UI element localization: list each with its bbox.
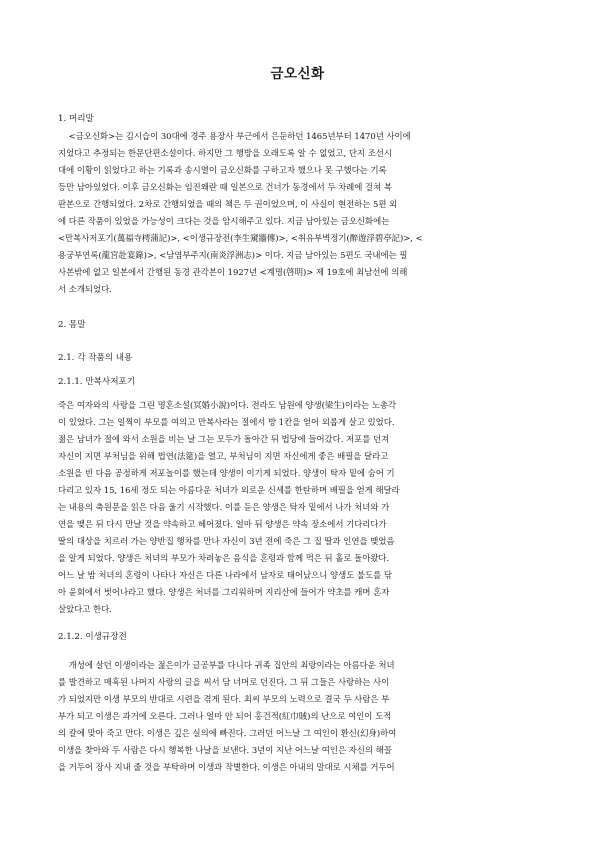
paragraph-line: 사본밖에 없고 일본에서 간행된 동경 관각본이 1927년 <계명(啓明)> 제 19호에 최남선에 의해 [58, 267, 408, 277]
paragraph-line: 판본으로 간행되었다. 2차로 간행되었을 때의 책은 두 권이었으며, 이 사실이 현전하는 5편 외 [58, 199, 398, 209]
paragraph-line: 이생을 찾아와 두 사람은 다시 행복한 나날을 보낸다. 3년이 지난 어느날 여인은 자신의 해꼴 [58, 745, 392, 755]
paragraph-line: 젊은 남녀가 절에 와서 소원을 비는 날 그는 모두가 돌아간 뒤 법당에 들어갔다. 저포를 던져 [58, 434, 390, 444]
paragraph-line: 를 발견하고 매혹된 나머지 사랑의 글을 써서 담 너머로 던진다. 그 뒤 그들은 사랑하는 사이 [58, 677, 390, 687]
paragraph-line: 대에 이황이 읽었다고 하는 기록과 송시열이 금오신화를 구하고자 했으나 못 구했다는 기록 [58, 165, 387, 175]
paragraph-line: 소원을 빈 다음 공정하게 저포놀이를 했는데 양생이 이기게 되었다. 양생이 탁자 밑에 숨어 기 [58, 468, 395, 478]
paragraph-line: 지었다고 추정되는 한문단편소설이다. 하지만 그 행방을 오래도록 알 수 없었고, 단지 조선시 [58, 148, 392, 158]
document-title: 금오신화 [270, 66, 325, 82]
subsection-heading-manboksa: 2.1.1. 만복사저포기 [58, 377, 136, 387]
subsection-heading-isaeng: 2.1.2. 이생규장전 [58, 632, 127, 642]
paragraph-line: 서 소개되었다. [58, 284, 112, 294]
paragraph-line: 자신이 지면 부처님을 위해 법연(法筵)을 열고, 부처님이 지면 자신에게 좋은 배필을 달라고 [58, 451, 389, 461]
paragraph-line: <금오신화>는 김시습이 30대에 경주 용장사 부근에서 은둔하던 1465년부터 1470년 사이에 [58, 131, 411, 141]
paragraph-line: 가 되었지만 이생 부모의 반대로 시련을 겪게 된다. 최씨 부모의 노력으로 결국 두 사람은 부 [58, 694, 390, 704]
paragraph-line: 살았다고 한다. [58, 604, 112, 614]
paragraph-line: 의 칼에 맞아 죽고 만다. 이생은 깊은 실의에 빠진다. 그러던 어느날 그 여인이 환신(幻身)하여 [58, 728, 397, 738]
paragraph-line: <만복사저포기(萬福寺樗蒲記)>, <이생규장전(李生窺牆傳)>, <취유부벽정기(醉遊浮碧亭記)>, < [58, 233, 423, 243]
section-heading-body: 2. 몸말 [58, 320, 86, 330]
isaeng-paragraph [58, 657, 542, 776]
paragraph-line: 을 거두어 장사 지내 줄 것을 부탁하며 이생과 작별한다. 이생은 아내의 말대로 시체를 거두어 [58, 762, 395, 772]
paragraph-line: 는 내용의 축원문을 읽은 다음 울기 시작했다. 이를 듣은 양생은 탁자 밑에서 나가 처녀와 가 [58, 502, 390, 512]
paragraph-line: 등만 남아있었다. 이후 금오신화는 임진왜란 때 일본으로 건너가 동경에서 두 차례에 걸쳐 복 [58, 182, 392, 192]
paragraph-line: 부가 되고 이생은 과거에 오른다. 그러나 얼마 안 되어 홍건적(紅巾賊)의 난으로 여인이 도적 [58, 711, 392, 721]
paragraph-line: 을 알게 되었다. 양생은 처녀의 부모가 차려놓은 음식을 혼령과 함께 먹은 뒤 홀로 돌아왔다. [58, 553, 390, 563]
paragraph-line: 용궁부연록(龍宮赴宴錄)>, <남염부주지(南炎浮洲志)> 이다. 지금 남아있는 5편도 국내에는 필 [58, 250, 408, 260]
subsection-heading-contents: 2.1. 각 작품의 내용 [58, 353, 133, 363]
paragraph-line: 죽은 여자와의 사랑을 그린 명혼소설(冥婚小說)이다. 전라도 남원에 양생(梁生)이라는 노총각 [58, 400, 397, 410]
intro-paragraph [58, 128, 542, 298]
paragraph-line: 아 윤회에서 벗어나라고 했다. 양생은 처녀를 그리워하며 지리산에 들어가 약초를 캐며 혼자 [58, 587, 390, 597]
paragraph-line: 개성에 살던 이생이라는 젊은이가 글공부를 다니다 귀족 집안의 최랑이라는 아름다운 처녀 [58, 660, 395, 670]
paragraph-line: 어느 날 밤 처녀의 혼령이 나타나 자신은 다른 나라에서 남자로 태어났으니 양생도 불도를 닦 [58, 570, 392, 580]
paragraph-line: 에 다른 작품이 있었을 가능성이 크다는 것을 암시해주고 있다. 지금 남아있는 금오신화에는 [58, 216, 390, 226]
paragraph-line: 이 있었다. 그는 일찍이 부모를 여의고 만복사라는 절에서 방 1칸을 얻어 외롭게 살고 있었다. [58, 417, 395, 427]
paragraph-line: 다리고 있자 15, 16세 정도 되는 아름다운 처녀가 외로운 신세를 한탄하며 배필을 얻게 해달라 [58, 485, 400, 495]
paragraph-line: 연을 맺은 뒤 다시 만날 것을 약속하고 헤어졌다. 얼마 뒤 양생은 약속 장소에서 기다리다가 [58, 519, 387, 529]
section-heading-intro: 1. 머리말 [58, 114, 94, 124]
paragraph-line: 딸의 대상을 치르러 가는 양반집 행차를 만나 자신이 3년 전에 죽은 그 집 딸과 인연을 맺었음 [58, 536, 395, 546]
manboksa-paragraph [58, 397, 542, 618]
